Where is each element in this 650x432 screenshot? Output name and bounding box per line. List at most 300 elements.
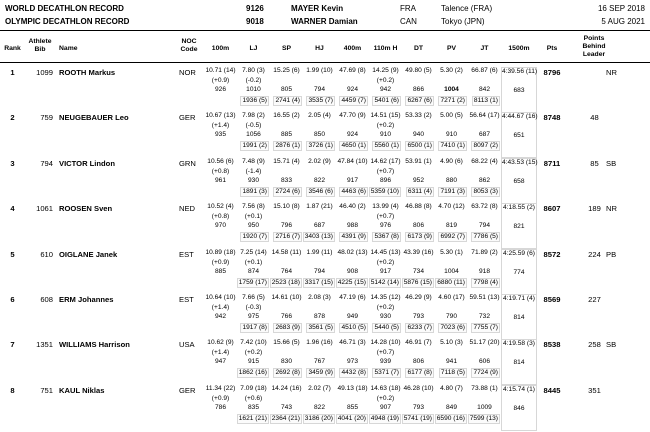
event-points: 930 <box>379 313 391 320</box>
cumulative-points: 7410 (1) <box>440 142 465 150</box>
rank-cell: 4 <box>10 204 15 214</box>
event-points: 947 <box>214 358 226 366</box>
cumulative-points: 2716 (7) <box>275 233 300 241</box>
event-wind: (-0.5) <box>245 122 262 130</box>
event-performance: 47.19 (6) <box>339 294 366 301</box>
event-points: 950 <box>247 222 259 230</box>
header-event: 1500m <box>508 45 530 52</box>
event-points: 910 <box>445 131 457 139</box>
header-noc-line: NOC <box>181 38 197 45</box>
event-points: 924 <box>346 131 358 139</box>
rank-cell: 3 <box>10 158 15 168</box>
event-cell-400m <box>336 339 369 385</box>
cumulative-points: 1920 (7) <box>242 233 267 241</box>
event-performance: 43.39 (16) <box>403 248 434 256</box>
event-points: 822 <box>313 403 325 411</box>
cumulative-points: 6177 (8) <box>407 369 432 377</box>
athlete-row <box>0 158 650 204</box>
event-points: 885 <box>280 131 292 139</box>
event-performance: 53.91 (1) <box>405 157 432 165</box>
cumulative-points: 5741 (19) <box>403 414 432 422</box>
event-points: 790 <box>445 313 457 320</box>
cumulative-points: 2523 (18) <box>271 278 300 286</box>
event-wind: (+0.2) <box>376 258 395 266</box>
event-performance: 7.09 (18) <box>240 384 267 392</box>
bib-cell: 751 <box>40 385 53 395</box>
event-cell-lj <box>237 203 270 249</box>
header-points: Points <box>583 35 605 42</box>
bib-cell: 610 <box>40 249 53 259</box>
event-points: 942 <box>214 313 226 320</box>
athlete-name: NEUGEBAUER Leo <box>59 113 129 123</box>
cumulative-points: 5142 (14) <box>370 278 399 286</box>
event-points: 734 <box>412 267 424 275</box>
event-points: 1009 <box>477 403 492 411</box>
event-cell-hj <box>303 339 336 385</box>
event-points: 793 <box>412 313 424 320</box>
cumulative-points: 6992 (7) <box>440 233 465 241</box>
top-divider <box>0 30 650 31</box>
record-points: 9126 <box>246 4 264 13</box>
header-name: Name <box>59 45 78 52</box>
event-cell-100m <box>204 339 237 385</box>
header-event: 400m <box>343 45 362 52</box>
event-cell-jt <box>468 249 501 295</box>
event-performance: 15.10 (8) <box>273 203 300 211</box>
event-points: 743 <box>280 403 292 411</box>
event-cell-1500m <box>501 158 537 204</box>
header-behind: Behind <box>582 43 606 50</box>
event-performance: 46.29 (9) <box>405 294 432 301</box>
event-cell-100m <box>204 158 237 204</box>
athlete-row <box>0 385 650 431</box>
header-event: DT <box>413 45 424 52</box>
event-cell-400m <box>336 294 369 340</box>
event-points: 907 <box>379 403 391 411</box>
header-pts: Pts <box>546 45 558 52</box>
cumulative-points: 4650 (1) <box>341 142 366 150</box>
total-points: 8711 <box>543 158 561 168</box>
athlete-row <box>0 67 650 113</box>
event-points: 939 <box>379 358 391 366</box>
event-wind: (+0.7) <box>376 167 395 175</box>
event-performance: 7.80 (3) <box>242 67 265 74</box>
event-cell-jt <box>468 158 501 204</box>
event-wind: (+0.9) <box>211 258 230 266</box>
event-cell-sp <box>270 67 303 113</box>
athlete-name: ROOTH Markus <box>59 68 116 77</box>
event-cell-hj <box>303 203 336 249</box>
event-performance: 10.56 (6) <box>207 157 234 165</box>
event-points: 806 <box>412 358 424 366</box>
event-points: 606 <box>478 358 490 366</box>
bib-cell: 794 <box>40 158 53 168</box>
points-behind: 258 <box>588 340 601 350</box>
event-points: 1010 <box>246 86 261 93</box>
event-wind: (+0.6) <box>244 394 263 402</box>
event-wind: (+1.4) <box>211 304 230 311</box>
event-points: 855 <box>346 403 358 411</box>
event-points: 774 <box>513 268 525 276</box>
event-performance: 7.48 (9) <box>242 157 265 165</box>
total-points: 8569 <box>543 295 561 304</box>
cumulative-points: 5440 (5) <box>374 324 399 331</box>
points-behind: 351 <box>588 385 601 395</box>
event-cell-lj <box>237 112 270 158</box>
record-date: 5 AUG 2021 <box>601 17 645 26</box>
event-points: 961 <box>214 176 226 184</box>
bib-cell: 1061 <box>36 204 53 214</box>
rank-cell: 5 <box>10 249 15 259</box>
event-performance: 47.70 (9) <box>339 112 366 120</box>
event-points: 1004 <box>444 267 459 275</box>
event-performance: 7.66 (5) <box>242 294 265 301</box>
event-cell-110mh <box>369 249 402 295</box>
event-performance: 14.28 (10) <box>370 339 401 347</box>
header-event: 100m <box>211 45 230 52</box>
event-cell-400m <box>336 158 369 204</box>
cumulative-points: 1991 (2) <box>242 142 267 150</box>
record-country: FRA <box>400 4 416 13</box>
record-note: PB <box>606 249 617 259</box>
event-cell-sp <box>270 385 303 431</box>
record-note: SB <box>606 158 617 168</box>
event-cell-100m <box>204 249 237 295</box>
event-performance: 66.87 (6) <box>471 67 498 74</box>
event-wind: (+0.2) <box>376 77 395 84</box>
event-wind: (+0.2) <box>376 122 395 130</box>
event-points: 814 <box>513 359 525 367</box>
cumulative-points: 7118 (5) <box>440 369 465 377</box>
record-note: SB <box>606 340 617 350</box>
cumulative-points: 1936 (5) <box>242 97 267 104</box>
cumulative-points: 6311 (4) <box>407 187 432 195</box>
event-performance: 1.99 (11) <box>306 248 333 256</box>
event-performance: 5.30 (1) <box>440 248 463 256</box>
athlete-name: WILLIAMS Harrison <box>59 340 130 350</box>
event-cell-dt <box>402 249 435 295</box>
event-points: 973 <box>346 358 358 366</box>
event-cell-1500m <box>501 339 537 385</box>
event-cell-pv <box>435 385 468 431</box>
event-points: 930 <box>247 176 259 184</box>
event-cell-pv <box>435 294 468 340</box>
event-cell-sp <box>270 203 303 249</box>
athlete-row <box>0 249 650 295</box>
event-performance: 14.25 (9) <box>372 67 399 74</box>
event-points: 822 <box>313 176 325 184</box>
athlete-row <box>0 203 650 249</box>
event-performance: 10.52 (4) <box>207 203 234 211</box>
event-points: 1004 <box>444 86 459 93</box>
event-wind: (+0.2) <box>376 304 395 311</box>
event-wind: (+0.2) <box>244 349 263 357</box>
event-performance: 5.10 (3) <box>440 339 463 347</box>
event-performance: 14.58 (11) <box>271 248 302 256</box>
event-points: 766 <box>280 313 292 320</box>
cumulative-points: 2876 (1) <box>275 142 300 150</box>
event-cell-jt <box>468 67 501 113</box>
cumulative-points: 5359 (10) <box>370 187 399 195</box>
event-cell-lj <box>237 158 270 204</box>
event-performance: 46.88 (8) <box>405 203 432 211</box>
event-points: 915 <box>247 358 259 366</box>
event-points: 924 <box>346 86 358 93</box>
event-cell-hj <box>303 294 336 340</box>
event-points: 805 <box>280 86 292 93</box>
event-points: 885 <box>214 267 226 275</box>
record-points: 9018 <box>246 17 264 26</box>
event-wind: (+1.4) <box>211 349 230 357</box>
points-behind: 48 <box>590 113 599 123</box>
event-cell-dt <box>402 112 435 158</box>
cumulative-points: 7798 (4) <box>473 278 498 286</box>
event-performance: 4:39.56 (11) <box>502 68 538 75</box>
event-points: 814 <box>513 314 525 321</box>
event-cell-hj <box>303 67 336 113</box>
event-wind: (+0.8) <box>211 167 230 175</box>
event-cell-110mh <box>369 339 402 385</box>
noc-code: USA <box>179 340 195 350</box>
event-performance: 14.51 (15) <box>370 112 401 120</box>
header-bib: Bib <box>34 46 46 53</box>
event-cell-1500m <box>501 385 537 431</box>
record-holder: WARNER Damian <box>291 17 358 26</box>
event-cell-lj <box>237 385 270 431</box>
event-points: 935 <box>214 131 226 139</box>
event-wind: (+0.1) <box>244 213 263 221</box>
event-performance: 2.02 (7) <box>308 384 331 392</box>
cumulative-points: 6173 (9) <box>407 233 432 241</box>
event-points: 949 <box>346 313 358 320</box>
athlete-name: KAUL Niklas <box>59 385 105 395</box>
cumulative-points: 1621 (21) <box>238 414 267 422</box>
event-performance: 4:43.53 (15) <box>502 158 538 166</box>
event-performance: 63.72 (8) <box>471 203 498 211</box>
event-performance: 15.71 (4) <box>273 157 300 165</box>
event-points: 917 <box>379 267 391 275</box>
header-rank: Rank <box>4 45 21 52</box>
event-cell-sp <box>270 294 303 340</box>
cumulative-points: 4041 (20) <box>337 414 366 422</box>
total-points: 8607 <box>543 204 561 214</box>
event-cell-lj <box>237 249 270 295</box>
event-performance: 2.08 (3) <box>308 294 331 301</box>
event-performance: 7.42 (10) <box>240 339 267 347</box>
event-cell-pv <box>435 158 468 204</box>
event-wind: (+0.7) <box>376 213 395 221</box>
event-performance: 1.96 (16) <box>306 339 333 347</box>
event-cell-dt <box>402 339 435 385</box>
event-performance: 11.34 (22) <box>205 384 236 392</box>
record-label: OLYMPIC DECATHLON RECORD <box>5 17 130 26</box>
header-divider <box>0 62 650 63</box>
event-cell-sp <box>270 112 303 158</box>
event-performance: 14.62 (17) <box>370 157 401 165</box>
event-points: 917 <box>346 176 358 184</box>
cumulative-points: 3317 (15) <box>304 278 333 286</box>
event-performance: 4.90 (6) <box>440 157 463 165</box>
header-athlete-bib <box>25 38 55 54</box>
header-event: PV <box>446 45 457 52</box>
record-venue: Tokyo (JPN) <box>441 17 485 26</box>
event-points: 794 <box>313 86 325 93</box>
event-cell-1500m <box>501 67 537 113</box>
cumulative-points: 7271 (2) <box>440 97 465 104</box>
event-performance: 16.55 (2) <box>273 112 300 120</box>
cumulative-points: 3403 (13) <box>304 233 333 241</box>
cumulative-points: 4948 (19) <box>370 414 399 422</box>
event-points: 830 <box>280 358 292 366</box>
event-cell-100m <box>204 112 237 158</box>
event-points: 862 <box>478 176 490 184</box>
cumulative-points: 1862 (16) <box>238 369 267 377</box>
event-performance: 1.87 (21) <box>306 203 333 211</box>
event-cell-pv <box>435 67 468 113</box>
bib-cell: 1351 <box>36 340 53 350</box>
event-performance: 47.84 (10) <box>337 157 368 165</box>
event-performance: 2.05 (4) <box>308 112 331 120</box>
record-note: NR <box>606 68 617 77</box>
event-performance: 49.80 (5) <box>405 67 432 74</box>
event-points: 732 <box>478 313 490 320</box>
event-wind: (-0.2) <box>245 77 262 84</box>
rank-cell: 2 <box>10 113 15 123</box>
event-performance: 48.02 (13) <box>337 248 368 256</box>
event-wind: (+1.4) <box>211 122 230 130</box>
event-cell-jt <box>468 339 501 385</box>
event-points: 910 <box>379 131 391 139</box>
event-performance: 68.22 (4) <box>471 157 498 165</box>
world-record-line <box>0 2 650 15</box>
total-points: 8748 <box>543 113 561 123</box>
event-performance: 5.00 (5) <box>440 112 463 120</box>
total-points: 8796 <box>543 68 561 77</box>
event-performance: 14.63 (18) <box>370 384 401 392</box>
event-performance: 4:19.71 (4) <box>503 295 535 302</box>
event-wind: (+0.7) <box>376 349 395 357</box>
event-performance: 46.40 (2) <box>339 203 366 211</box>
record-label: WORLD DECATHLON RECORD <box>5 4 124 13</box>
event-points: 687 <box>478 131 490 139</box>
event-points: 835 <box>247 403 259 411</box>
cumulative-points: 1759 (17) <box>238 278 267 286</box>
event-performance: 7.25 (14) <box>240 248 267 256</box>
cumulative-points: 7786 (5) <box>473 233 498 241</box>
event-cell-400m <box>336 112 369 158</box>
cumulative-points: 2724 (6) <box>275 187 300 195</box>
record-holder: MAYER Kevin <box>291 4 344 13</box>
event-cell-jt <box>468 294 501 340</box>
event-cell-lj <box>237 67 270 113</box>
bib-cell: 759 <box>40 113 53 123</box>
cumulative-points: 3459 (9) <box>308 369 333 377</box>
event-cell-100m <box>204 294 237 340</box>
event-wind: (-1.4) <box>245 167 262 175</box>
event-performance: 2.02 (9) <box>308 157 331 165</box>
cumulative-points: 2741 (4) <box>275 97 300 104</box>
cumulative-points: 6233 (7) <box>407 324 432 331</box>
cumulative-points: 1891 (3) <box>242 187 267 195</box>
event-performance: 15.66 (5) <box>273 339 300 347</box>
event-points: 833 <box>280 176 292 184</box>
event-points: 846 <box>513 404 525 412</box>
athlete-name: OIGLANE Janek <box>59 249 118 259</box>
event-wind: (-0.3) <box>245 304 262 311</box>
athlete-row <box>0 339 650 385</box>
noc-code: EST <box>179 295 194 304</box>
event-cell-110mh <box>369 385 402 431</box>
event-points: 850 <box>313 131 325 139</box>
cumulative-points: 2364 (21) <box>271 414 300 422</box>
event-cell-110mh <box>369 158 402 204</box>
event-cell-pv <box>435 339 468 385</box>
total-points: 8572 <box>543 249 561 259</box>
event-cell-1500m <box>501 203 537 249</box>
cumulative-points: 5876 (15) <box>403 278 432 286</box>
event-points: 942 <box>379 86 391 93</box>
cumulative-points: 3535 (7) <box>308 97 333 104</box>
event-performance: 14.24 (16) <box>271 384 302 392</box>
event-points: 794 <box>313 267 325 275</box>
points-behind: 189 <box>588 204 601 214</box>
event-cell-lj <box>237 339 270 385</box>
event-cell-hj <box>303 158 336 204</box>
cumulative-points: 8097 (2) <box>473 142 498 150</box>
event-performance: 71.89 (2) <box>471 248 498 256</box>
rank-cell: 6 <box>10 295 15 304</box>
record-date: 16 SEP 2018 <box>597 4 645 13</box>
event-cell-100m <box>204 67 237 113</box>
event-performance: 14.45 (13) <box>370 248 401 256</box>
event-performance: 46.71 (3) <box>339 339 366 347</box>
event-cell-pv <box>435 112 468 158</box>
event-points: 651 <box>513 132 525 140</box>
total-points: 8538 <box>543 340 561 350</box>
rank-cell: 7 <box>10 340 15 350</box>
event-points: 794 <box>478 222 490 230</box>
event-performance: 10.71 (14) <box>205 67 236 74</box>
event-performance: 56.64 (17) <box>469 112 500 120</box>
event-points: 988 <box>346 222 358 230</box>
cumulative-points: 4391 (9) <box>341 233 366 241</box>
record-country: CAN <box>400 17 417 26</box>
cumulative-points: 3186 (20) <box>304 414 333 422</box>
event-cell-1500m <box>501 112 537 158</box>
header-leader: Leader <box>582 51 606 58</box>
header-noc <box>175 38 203 54</box>
event-points: 918 <box>478 267 490 275</box>
event-points: 941 <box>445 358 457 366</box>
event-wind: (+0.1) <box>244 258 263 266</box>
event-cell-jt <box>468 203 501 249</box>
cumulative-points: 4225 (15) <box>337 278 366 286</box>
cumulative-points: 4510 (5) <box>341 324 366 331</box>
cumulative-points: 7023 (6) <box>440 324 465 331</box>
event-points: 975 <box>247 313 259 320</box>
cumulative-points: 4432 (8) <box>341 369 366 377</box>
cumulative-points: 3561 (5) <box>308 324 333 331</box>
event-cell-dt <box>402 294 435 340</box>
event-performance: 13.99 (4) <box>372 203 399 211</box>
event-points: 952 <box>412 176 424 184</box>
noc-code: GER <box>179 385 196 395</box>
event-performance: 5.30 (2) <box>440 67 463 74</box>
points-behind: 224 <box>588 249 601 259</box>
event-performance: 10.67 (13) <box>205 112 236 120</box>
event-points: 842 <box>478 86 490 93</box>
athlete-name: ERM Johannes <box>59 295 114 304</box>
